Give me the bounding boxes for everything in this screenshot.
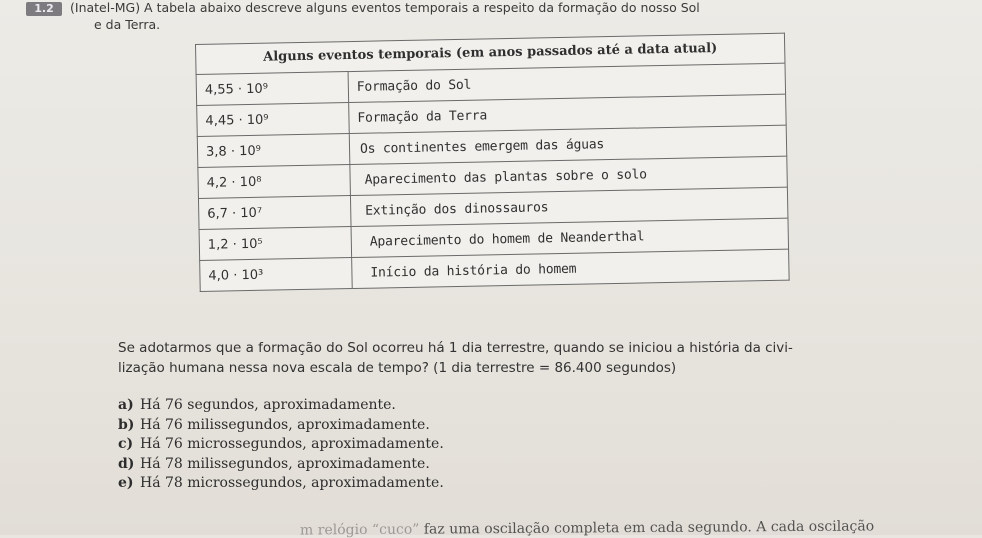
option-text: Há 76 segundos, aproximadamente. <box>140 397 396 413</box>
option-text: Há 76 microssegundos, aproximadamente. <box>140 436 444 453</box>
events-table-wrapper <box>195 32 825 316</box>
question-line-1: Se adotarmos que a formação do Sol ocorreu há 1 dia terrestre, quando se iniciou a história da civi- <box>118 340 793 356</box>
question-number-badge: 1.2 <box>26 2 62 16</box>
option-text: Há 78 microssegundos, aproximadamente. <box>140 475 444 492</box>
option-d[interactable] <box>118 455 818 475</box>
table-header: Alguns eventos temporais (em anos passados até a data atual) <box>196 33 785 74</box>
time-cell: 6,7 · 10⁷ <box>198 196 351 230</box>
time-cell: 4,55 · 10⁹ <box>196 72 349 106</box>
question-text <box>118 338 968 378</box>
question-intro <box>70 0 930 32</box>
time-cell: 3,8 · 10⁹ <box>197 134 350 168</box>
event-cell: Formação do Sol <box>348 63 786 102</box>
time-cell: 1,2 · 10⁵ <box>199 227 352 261</box>
option-b[interactable] <box>118 416 818 436</box>
option-text: Há 76 milissegundos, aproximadamente. <box>140 416 430 433</box>
event-cell: Extinção dos dinossauros <box>350 187 788 226</box>
option-letter: c) <box>118 436 134 453</box>
option-letter: d) <box>118 455 135 472</box>
option-letter: b) <box>118 416 135 433</box>
time-cell: 4,45 · 10⁹ <box>197 103 350 137</box>
answer-options <box>118 396 818 494</box>
event-cell: Aparecimento das plantas sobre o solo <box>350 156 788 195</box>
intro-line-1: (Inatel-MG) A tabela abaixo descreve alguns eventos temporais a respeito da formação do nosso Sol <box>70 0 700 15</box>
option-a[interactable] <box>118 396 818 416</box>
event-cell: Os continentes emergem das águas <box>349 125 787 164</box>
time-cell: 4,2 · 10⁸ <box>198 165 351 199</box>
events-table <box>195 33 790 292</box>
option-text: Há 78 milissegundos, aproximadamente. <box>140 455 430 472</box>
option-c[interactable] <box>118 435 818 455</box>
question-line-2: lização humana nessa nova escala de tempo? (1 dia terrestre = 86.400 segundos) <box>118 360 677 376</box>
intro-line-2: e da Terra. <box>94 17 161 32</box>
event-cell: Aparecimento do homem de Neanderthal <box>351 218 789 257</box>
option-letter: e) <box>118 475 134 492</box>
footer-faded-text: m relógio “cuco” <box>299 521 420 538</box>
footer-text: faz uma oscilação completa em cada segundo. A cada oscilação <box>419 518 875 538</box>
option-e[interactable] <box>118 474 818 494</box>
event-cell: Início da história do homem <box>352 249 790 288</box>
time-cell: 4,0 · 10³ <box>200 258 353 292</box>
event-cell: Formação da Terra <box>349 94 787 133</box>
option-letter: a) <box>118 397 134 413</box>
